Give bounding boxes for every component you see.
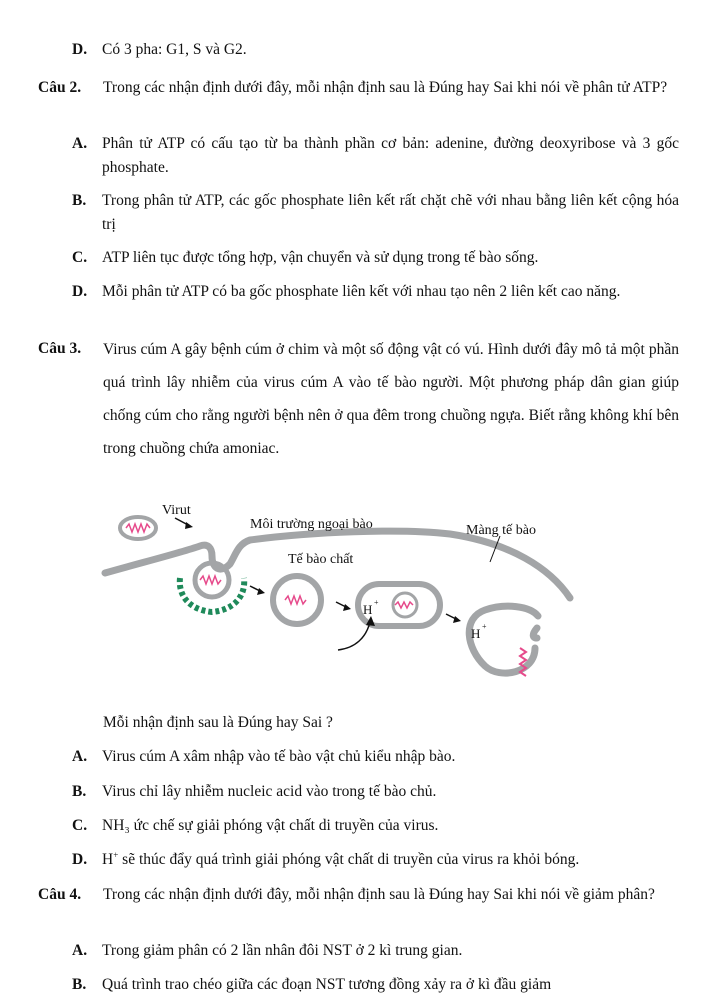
label-extracellular: Môi trường ngoại bào bbox=[250, 517, 373, 532]
label-virus: Virut bbox=[162, 503, 191, 518]
question-3 bbox=[38, 333, 679, 465]
virus-rna bbox=[126, 524, 150, 532]
q3-option-c bbox=[72, 814, 679, 838]
option-key: C. bbox=[72, 817, 88, 834]
option-text: Trong giảm phân có 2 lần nhân đôi NST ở 2 kì trung gian. bbox=[102, 942, 463, 959]
question-text: Trong các nhận định dưới đây, mỗi nhận định sau là Đúng hay Sai khi nói về phân tử ATP? bbox=[103, 79, 668, 96]
label-membrane: Màng tế bào bbox=[466, 523, 536, 538]
q3-option-d bbox=[72, 848, 679, 872]
q4-option-b bbox=[72, 973, 679, 997]
svg-text:H: H bbox=[363, 602, 373, 617]
option-text: Mỗi phân tử ATP có ba gốc phosphate liên kết với nhau tạo nên 2 liên kết cao năng. bbox=[102, 283, 621, 300]
q2-option-a bbox=[72, 132, 679, 180]
q2-option-c bbox=[72, 246, 679, 270]
proton-arrow bbox=[338, 622, 370, 650]
option-key: D. bbox=[72, 851, 88, 868]
question-number: Câu 2. bbox=[38, 79, 82, 96]
option-text: Quá trình trao chéo giữa các đoạn NST tương đồng xảy ra ở kì đầu giảm bbox=[102, 976, 552, 993]
q1-option-d bbox=[72, 38, 679, 62]
option-text: Virus chỉ lây nhiễm nucleic acid vào trong tế bào chủ. bbox=[102, 783, 437, 800]
svg-text:+: + bbox=[374, 598, 379, 607]
q3-option-a bbox=[72, 745, 679, 769]
option-key: D. bbox=[72, 283, 88, 300]
option-key: B. bbox=[72, 783, 87, 800]
question-number: Câu 4. bbox=[38, 886, 82, 903]
q2-option-b bbox=[72, 189, 679, 237]
option-key: B. bbox=[72, 192, 87, 209]
option-text: NH₃ ức chế sự giải phóng vật chất di truyền của virus. bbox=[102, 817, 439, 834]
option-text: Phân tử ATP có cấu tạo từ ba thành phần cơ bản: adenine, đường deoxyribose và 3 gốc phosphate. bbox=[102, 135, 679, 176]
question-4 bbox=[38, 883, 679, 907]
option-text: H+ sẽ thúc đẩy quá trình giải phóng vật chất di truyền của virus ra khỏi bóng. bbox=[102, 849, 580, 868]
svg-text:H: H bbox=[471, 626, 481, 641]
option-text: Trong phân tử ATP, các gốc phosphate liên kết rất chặt chẽ với nhau bằng liên kết cộng hóa trị bbox=[102, 192, 679, 233]
q4-option-a bbox=[72, 939, 679, 963]
label-cytoplasm: Tế bào chất bbox=[288, 552, 354, 567]
option-text: ATP liên tục được tổng hợp, vận chuyển và sử dụng trong tế bào sống. bbox=[102, 249, 539, 266]
option-key: C. bbox=[72, 249, 88, 266]
option-text: Có 3 pha: G1, S và G2. bbox=[102, 41, 247, 58]
question-text: Virus cúm A gây bệnh cúm ở chim và một số động vật có vú. Hình dưới đây mô tả một phần quá trình lây nhiễm của virus cúm A vào tế bào người. Một phương pháp dân gian giúp chống cúm cho rằng người bệnh nên ở qua đêm trong chuồng ngựa. Biết rằng không khí bên trong chuồng chứa amoniac. bbox=[103, 341, 679, 457]
option-text: Virus cúm A xâm nhập vào tế bào vật chủ kiểu nhập bào. bbox=[102, 748, 456, 765]
question-text: Trong các nhận định dưới đây, mỗi nhận định sau là Đúng hay Sai khi nói về giảm phân? bbox=[103, 886, 655, 903]
option-key: A. bbox=[72, 748, 88, 765]
q2-option-d bbox=[72, 280, 679, 304]
svg-text:+: + bbox=[482, 622, 487, 631]
option-key: A. bbox=[72, 942, 88, 959]
option-key: A. bbox=[72, 135, 88, 152]
question-2 bbox=[38, 76, 679, 100]
q3-prompt: Mỗi nhận định sau là Đúng hay Sai ? bbox=[103, 714, 333, 731]
virus-infection-figure bbox=[100, 488, 580, 700]
option-key: D. bbox=[72, 41, 88, 58]
question-number: Câu 3. bbox=[38, 340, 82, 357]
free-virus bbox=[120, 517, 156, 539]
option-key: B. bbox=[72, 976, 87, 993]
q3-option-b bbox=[72, 780, 679, 804]
endosome-1 bbox=[273, 576, 321, 624]
